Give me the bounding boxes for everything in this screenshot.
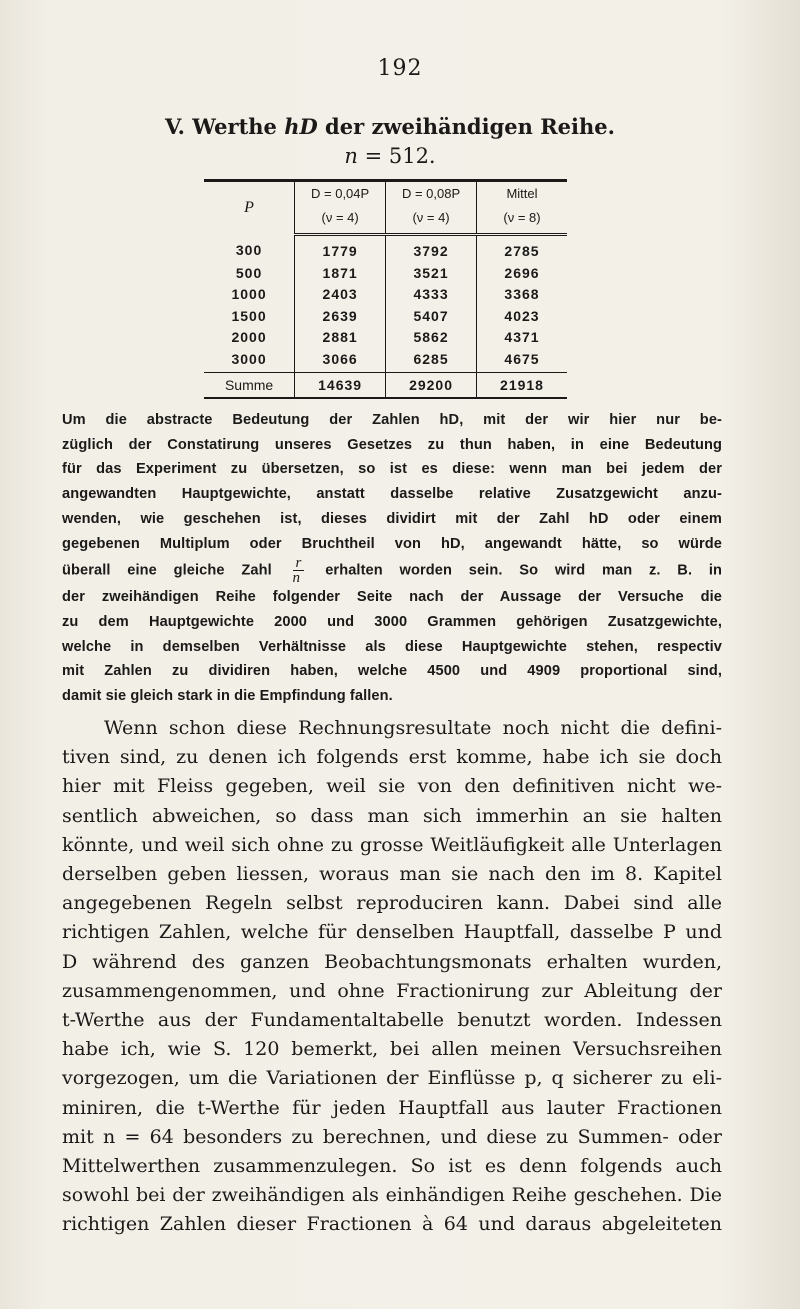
fraction-numerator: r xyxy=(293,556,305,571)
text-line: zu dem Hauptgewichte 2000 und 3000 Grammen gehörigen Zusatzgewichte, xyxy=(62,613,722,630)
cell-d004: 2639 xyxy=(295,306,386,328)
subheading-variable: n xyxy=(344,144,358,168)
text-line: mit n = 64 besonders zu berechnen, und diese zu Summen- oder xyxy=(62,1125,722,1148)
text-line: könnte, und weil sich ohne zu grosse Weitläufigkeit alle Unterlagen xyxy=(62,833,722,856)
text-line: hier mit Fleiss gegeben, weil sie von den definitiven nicht we- xyxy=(62,775,722,798)
cell-mittel: 4675 xyxy=(477,349,567,373)
sum-mittel: 21918 xyxy=(477,373,567,399)
text-line: Wenn schon diese Rechnungsresultate noch nicht die defini- xyxy=(104,717,722,739)
cell-d004: 2403 xyxy=(295,284,386,306)
text-line: zusammengenommen, und ohne Fractionirung zur Ableitung der xyxy=(62,979,722,1002)
fraction-line xyxy=(62,556,722,585)
table-row xyxy=(204,284,567,306)
text-line: wenden, wie geschehen ist, dieses dividirt mit der Zahl hD oder einem xyxy=(62,510,722,527)
cell-p: 1500 xyxy=(231,307,267,324)
text-line: für das Experiment zu übersetzen, so ist es diese: wenn man bei jedem der xyxy=(62,461,722,478)
heading-variable: hD xyxy=(284,114,318,139)
text-line: richtigen Zahlen, welche für denselben Hauptfall, dasselbe P und xyxy=(62,921,722,944)
col-header-d004: D = 0,04P xyxy=(295,181,386,207)
table-row xyxy=(204,327,567,349)
text-line: D während des ganzen Beobachtungsmonats erhalten wurden, xyxy=(62,950,722,973)
page-number: 192 xyxy=(377,56,423,81)
cell-d008: 5407 xyxy=(386,306,477,328)
text-line: sowohl bei der zweihändigen als einhändigen Reihe geschehen. Die xyxy=(62,1184,722,1207)
text-line: welche in demselben Verhältnisse als diese Hauptgewichte stehen, respectiv xyxy=(62,638,722,655)
explanatory-paragraph xyxy=(62,408,722,709)
cell-d004: 1871 xyxy=(295,263,386,285)
cell-mittel: 4371 xyxy=(477,327,567,349)
cell-p: 2000 xyxy=(231,329,267,345)
sum-d008: 29200 xyxy=(386,373,477,399)
cell-d008: 5862 xyxy=(386,327,477,349)
main-paragraph xyxy=(62,714,722,1240)
text-line: gegebenen Multiplum oder Bruchtheil von hD, angewandt hätte, so würde xyxy=(62,535,722,552)
text-line: mit Zahlen zu dividiren haben, welche 4500 und 4909 proportional sind, xyxy=(62,663,722,680)
col-header-d008: D = 0,08P xyxy=(386,181,477,207)
cell-d008: 6285 xyxy=(386,349,477,373)
text-line: t-Werthe aus der Fundamentaltabelle benutzt worden. Indessen xyxy=(62,1009,722,1032)
cell-mittel: 2785 xyxy=(477,235,567,263)
sum-d004: 14639 xyxy=(295,373,386,399)
text-line: habe ich, wie S. 120 bemerkt, bei allen meinen Versuchsreihen xyxy=(62,1038,722,1061)
fraction-denominator: n xyxy=(292,570,301,587)
cell-d004: 3066 xyxy=(295,349,386,373)
cell-p: 300 xyxy=(235,242,263,259)
col-header-mittel: Mittel xyxy=(477,181,567,207)
text-line: miniren, die t-Werthe für jeden Hauptfall aus lauter Fractionen xyxy=(62,1096,722,1119)
text-line: tiven sind, zu denen ich folgends erst komme, habe ich sie doch xyxy=(62,746,722,769)
results-table xyxy=(204,179,567,399)
cell-mittel: 2696 xyxy=(477,263,567,285)
col-header-p: P xyxy=(204,181,295,235)
section-subheading xyxy=(0,144,780,168)
cell-d008: 4333 xyxy=(386,284,477,306)
fraction-r-over-n xyxy=(293,556,305,585)
col-subheader-mittel: (ν = 8) xyxy=(477,206,567,235)
cell-p: 3000 xyxy=(231,350,267,367)
fraction-line-before: überall eine gleiche Zahl xyxy=(62,562,272,579)
text-line: der zweihändigen Reihe folgender Seite nach der Aussage der Versuche die xyxy=(62,589,722,606)
col-subheader-d004: (ν = 4) xyxy=(295,206,386,235)
table-row xyxy=(204,349,567,373)
text-line: damit sie gleich stark in die Empfindung fallen. xyxy=(62,688,393,705)
heading-suffix: der zweihändigen Reihe. xyxy=(317,114,615,139)
sum-row xyxy=(204,373,567,399)
heading-prefix: V. Werthe xyxy=(165,114,285,139)
cell-d008: 3792 xyxy=(386,235,477,263)
text-line: vorgezogen, um die Variationen der Einflüsse p, q sicherer zu eli- xyxy=(62,1067,722,1090)
cell-d008: 3521 xyxy=(386,263,477,285)
fraction-line-after: erhalten worden sein. So wird man z. B. in xyxy=(325,562,723,579)
cell-mittel: 4023 xyxy=(477,306,567,328)
text-line: angegebenen Regeln selbst reproduciren kann. Dabei sind alle xyxy=(62,892,722,915)
col-subheader-d008: (ν = 4) xyxy=(386,206,477,235)
section-heading xyxy=(0,114,780,139)
cell-d004: 1779 xyxy=(295,235,386,263)
text-line: Um die abstracte Bedeutung der Zahlen hD, mit der wir hier nur be- xyxy=(62,412,722,428)
table-row xyxy=(204,235,567,263)
cell-d004: 2881 xyxy=(295,327,386,349)
text-line: derselben geben liessen, woraus man sie nach den im 8. Kapitel xyxy=(62,863,722,886)
table-row xyxy=(204,306,567,328)
sum-label: Summe xyxy=(204,373,295,399)
text-line: züglich der Constatirung unseres Gesetzes zu thun haben, in eine Bedeutung xyxy=(62,436,722,453)
text-line: angewandten Hauptgewichte, anstatt dasselbe relative Zusatzgewicht anzu- xyxy=(62,486,722,503)
text-line: sentlich abweichen, so dass man sich immerhin an sie halten xyxy=(62,804,722,827)
cell-p: 500 xyxy=(235,264,263,281)
text-line: Mittelwerthen zusammenzulegen. So ist es denn folgends auch xyxy=(62,1155,722,1178)
cell-mittel: 3368 xyxy=(477,284,567,306)
cell-p: 1000 xyxy=(231,286,267,302)
text-line: richtigen Zahlen dieser Fractionen à 64 und daraus abgeleiteten xyxy=(62,1213,722,1236)
subheading-value: = 512. xyxy=(357,144,436,168)
table-row xyxy=(204,263,567,285)
